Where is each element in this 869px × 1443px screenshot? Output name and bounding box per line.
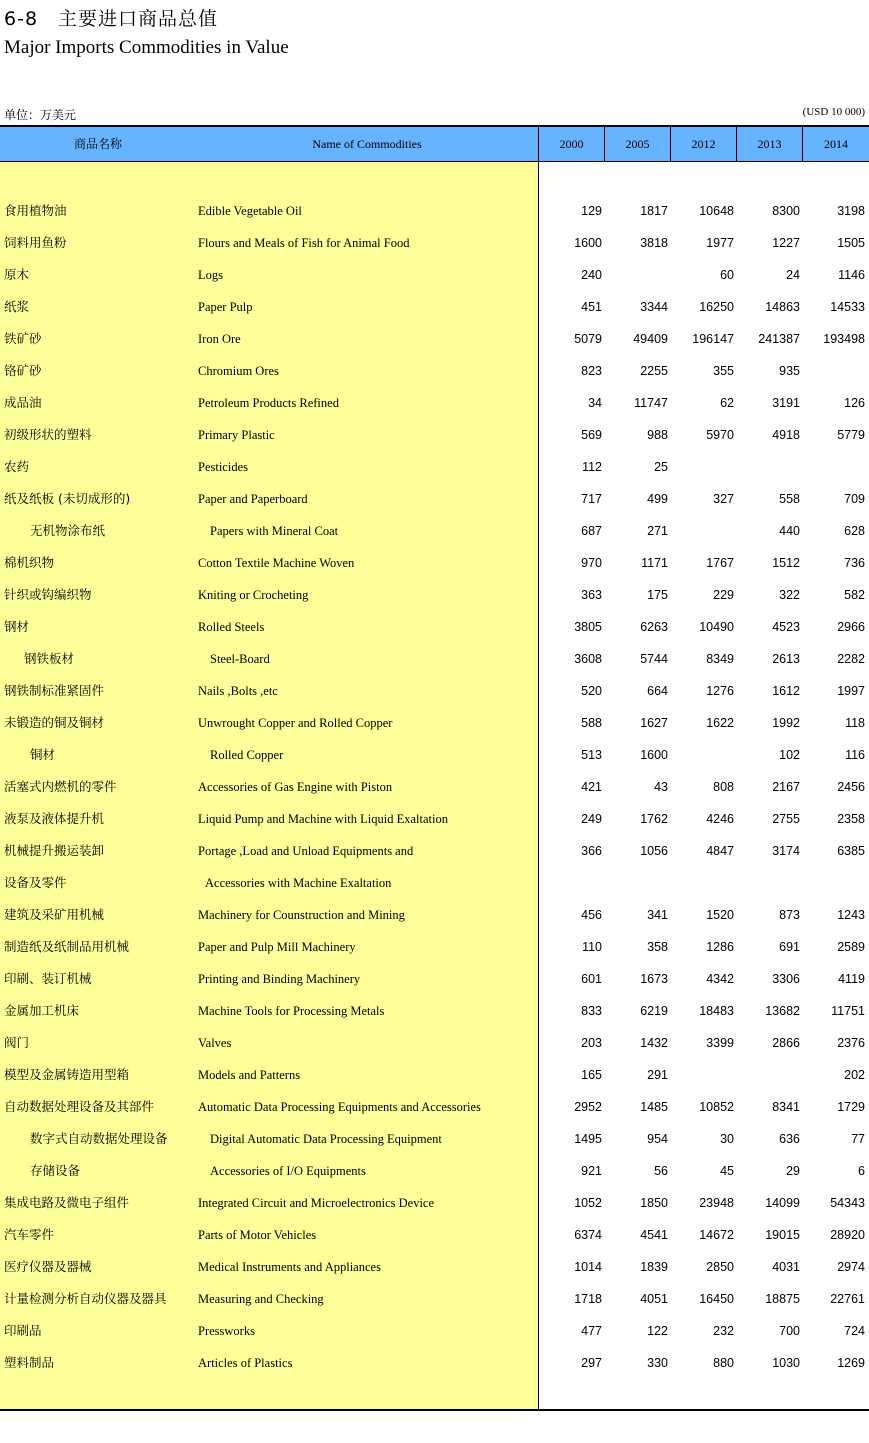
table-row	[0, 1186, 869, 1218]
commodity-name-cn: 农药	[4, 459, 30, 474]
value-2005: 358	[647, 940, 668, 954]
commodity-name-cn: 棉机织物	[4, 555, 55, 570]
table-row	[0, 194, 869, 226]
value-2000: 5079	[574, 332, 602, 346]
value-2014: 3198	[837, 204, 865, 218]
value-2012: 1977	[706, 236, 734, 250]
table-row	[0, 1090, 869, 1122]
table-row	[0, 1218, 869, 1250]
commodity-name-cn: 食用植物油	[4, 203, 67, 218]
value-2012: 1767	[706, 556, 734, 570]
value-2000: 1718	[574, 1292, 602, 1306]
value-2012: 1622	[706, 716, 734, 730]
value-2013: 13682	[765, 1004, 800, 1018]
value-2005: 330	[647, 1356, 668, 1370]
value-2000: 297	[581, 1356, 602, 1370]
value-2000: 203	[581, 1036, 602, 1050]
value-2000: 112	[582, 460, 602, 474]
value-2014: 628	[844, 524, 865, 538]
value-2013: 14099	[765, 1196, 800, 1210]
value-2005: 11747	[634, 396, 668, 410]
commodity-name-en: Rolled Steels	[198, 620, 265, 634]
value-2013: 558	[779, 492, 800, 506]
value-2013: 3191	[772, 396, 800, 410]
value-2014: 1997	[837, 684, 865, 698]
table-row	[0, 834, 869, 866]
value-2014: 126	[844, 396, 865, 410]
value-2013: 2866	[772, 1036, 800, 1050]
value-2000: 363	[581, 588, 602, 602]
table-row	[0, 706, 869, 738]
header-year-2013: 2013	[757, 137, 782, 151]
table-row	[0, 482, 869, 514]
commodity-name-en: Accessories of I/O Equipments	[210, 1164, 366, 1178]
value-2005: 6219	[640, 1004, 668, 1018]
value-2000: 366	[581, 844, 602, 858]
commodity-name-en: Iron Ore	[198, 332, 241, 346]
value-2013: 873	[779, 908, 800, 922]
commodity-name-en: Valves	[198, 1036, 232, 1050]
value-2005: 2255	[640, 364, 668, 378]
value-2012: 16450	[699, 1292, 734, 1306]
value-2013: 2755	[772, 812, 800, 826]
value-2012: 10648	[699, 204, 734, 218]
commodity-name-en: Accessories with Machine Exaltation	[205, 876, 392, 890]
value-2012: 880	[713, 1356, 734, 1370]
value-2000: 129	[581, 204, 602, 218]
table-row	[0, 770, 869, 802]
table-row	[0, 642, 869, 674]
table-row	[0, 226, 869, 258]
value-2005: 3818	[640, 236, 668, 250]
value-2013: 636	[779, 1132, 800, 1146]
commodity-name-en: Liquid Pump and Machine with Liquid Exaltation	[198, 812, 448, 826]
page-title-cn: 6-8 主要进口商品总值	[4, 8, 219, 30]
commodity-name-cn: 未锻造的铜及铜材	[4, 715, 105, 730]
unit-label-cn: 单位：万美元	[4, 108, 77, 122]
value-2000: 451	[581, 300, 602, 314]
table-row	[0, 354, 869, 386]
value-2012: 5970	[706, 428, 734, 442]
header-name-en: Name of Commodities	[312, 137, 422, 151]
commodity-name-cn: 铬矿砂	[4, 363, 42, 378]
value-2005: 1627	[640, 716, 668, 730]
value-2013: 2613	[772, 652, 800, 666]
header-year-2012: 2012	[691, 137, 716, 151]
commodity-name-en: Medical Instruments and Appliances	[198, 1260, 381, 1274]
value-2014: 6385	[837, 844, 865, 858]
value-2005: 291	[647, 1068, 668, 1082]
value-2005: 4051	[640, 1292, 668, 1306]
value-2005: 499	[647, 492, 668, 506]
value-2005: 1839	[640, 1260, 668, 1274]
value-2005: 56	[654, 1164, 668, 1178]
value-2000: 601	[581, 972, 602, 986]
table-row	[0, 610, 869, 642]
header-name-cn: 商品名称	[73, 137, 122, 151]
value-2014: 193498	[823, 332, 865, 346]
value-2012: 1276	[706, 684, 734, 698]
value-2005: 43	[654, 780, 668, 794]
table-row	[0, 802, 869, 834]
value-2000: 165	[581, 1068, 602, 1082]
value-2000: 717	[581, 492, 602, 506]
value-2014: 2966	[837, 620, 865, 634]
value-2013: 8300	[772, 204, 800, 218]
value-2014: 28920	[830, 1228, 865, 1242]
value-2014: 116	[845, 748, 865, 762]
commodity-name-en: Edible Vegetable Oil	[198, 204, 302, 218]
commodity-name-en: Integrated Circuit and Microelectronics Device	[198, 1196, 435, 1210]
table-row	[0, 962, 869, 994]
value-2000: 833	[581, 1004, 602, 1018]
commodity-name-en: Portage ,Load and Unload Equipments and	[198, 844, 414, 858]
value-2012: 355	[713, 364, 734, 378]
value-2005: 1817	[640, 204, 668, 218]
commodity-name-en: Pressworks	[198, 1324, 255, 1338]
value-2000: 110	[582, 940, 602, 954]
commodity-name-en: Parts of Motor Vehicles	[198, 1228, 317, 1242]
value-2014: 5779	[837, 428, 865, 442]
table-row	[0, 418, 869, 450]
commodity-name-cn: 计量检测分析自动仪器及器具	[4, 1291, 167, 1306]
value-2000: 520	[581, 684, 602, 698]
table-row	[0, 674, 869, 706]
value-2013: 24	[786, 268, 800, 282]
value-2000: 3805	[574, 620, 602, 634]
value-2000: 1600	[574, 236, 602, 250]
value-2012: 18483	[699, 1004, 734, 1018]
commodity-name-en: Logs	[198, 268, 223, 282]
value-2012: 62	[720, 396, 734, 410]
table-row	[0, 514, 869, 546]
value-2012: 10490	[699, 620, 734, 634]
commodity-name-en: Flours and Meals of Fish for Animal Food	[198, 236, 410, 250]
value-2000: 249	[581, 812, 602, 826]
value-2005: 25	[654, 460, 668, 474]
commodity-name-cn: 无机物涂布纸	[30, 523, 106, 538]
page-title-en: Major Imports Commodities in Value	[4, 37, 289, 58]
value-2013: 14863	[765, 300, 800, 314]
commodity-name-cn: 设备及零件	[4, 875, 67, 890]
table-row	[0, 386, 869, 418]
commodity-name-en: Petroleum Products Refined	[198, 396, 339, 410]
value-2013: 18875	[765, 1292, 800, 1306]
value-2012: 232	[713, 1324, 734, 1338]
value-2005: 175	[647, 588, 668, 602]
commodity-name-en: Paper and Paperboard	[198, 492, 308, 506]
value-2000: 921	[581, 1164, 602, 1178]
value-2014: 118	[845, 716, 865, 730]
value-2013: 8341	[772, 1100, 800, 1114]
table-row	[0, 866, 869, 898]
table-row	[0, 1154, 869, 1186]
value-2013: 102	[779, 748, 800, 762]
value-2014: 582	[844, 588, 865, 602]
value-2005: 5744	[640, 652, 668, 666]
value-2005: 271	[647, 524, 668, 538]
value-2000: 569	[581, 428, 602, 442]
commodity-name-cn: 印刷品	[4, 1323, 42, 1338]
unit-label-en: (USD 10 000)	[802, 106, 865, 118]
commodity-name-en: Articles of Plastics	[198, 1356, 293, 1370]
value-2012: 3399	[706, 1036, 734, 1050]
commodity-name-en: Cotton Textile Machine Woven	[198, 556, 355, 570]
value-2013: 935	[779, 364, 800, 378]
value-2012: 60	[720, 268, 734, 282]
commodity-name-cn: 存储设备	[30, 1163, 81, 1178]
value-2000: 456	[581, 908, 602, 922]
table-row	[0, 1314, 869, 1346]
value-2000: 1052	[574, 1196, 602, 1210]
table-header	[0, 127, 869, 162]
value-2000: 3608	[574, 652, 602, 666]
table-row	[0, 930, 869, 962]
value-2012: 327	[713, 492, 734, 506]
value-2000: 6374	[574, 1228, 602, 1242]
value-2013: 691	[779, 940, 800, 954]
commodity-name-cn: 医疗仪器及器械	[4, 1259, 92, 1274]
value-2012: 4246	[706, 812, 734, 826]
commodity-name-cn: 自动数据处理设备及其部件	[4, 1099, 155, 1114]
commodity-name-en: Primary Plastic	[198, 428, 275, 442]
commodity-name-cn: 塑料制品	[4, 1355, 55, 1370]
value-2014: 6	[858, 1164, 865, 1178]
value-2005: 1762	[640, 812, 668, 826]
value-2014: 11751	[831, 1004, 865, 1018]
commodity-name-en: Printing and Binding Machinery	[198, 972, 361, 986]
value-2000: 421	[581, 780, 602, 794]
commodity-name-cn: 制造纸及纸制品用机械	[4, 939, 130, 954]
table-row	[0, 1122, 869, 1154]
value-2014: 2974	[837, 1260, 865, 1274]
value-2013: 19015	[765, 1228, 800, 1242]
value-2013: 241387	[758, 332, 800, 346]
value-2012: 196147	[692, 332, 734, 346]
value-2000: 477	[581, 1324, 602, 1338]
commodity-name-cn: 汽车零件	[4, 1227, 55, 1242]
value-2013: 322	[779, 588, 800, 602]
header-year-2000: 2000	[559, 137, 584, 151]
value-2013: 3306	[772, 972, 800, 986]
table-row	[0, 450, 869, 482]
value-2014: 54343	[830, 1196, 865, 1210]
value-2005: 1850	[640, 1196, 668, 1210]
commodity-name-cn: 初级形状的塑料	[4, 427, 92, 442]
value-2000: 1495	[574, 1132, 602, 1146]
commodity-name-en: Pesticides	[198, 460, 248, 474]
value-2000: 34	[588, 396, 602, 410]
value-2005: 341	[647, 908, 668, 922]
value-2013: 1612	[772, 684, 800, 698]
commodity-name-en: Automatic Data Processing Equipments and Accessories	[198, 1100, 481, 1114]
value-2000: 240	[581, 268, 602, 282]
value-2014: 14533	[830, 300, 865, 314]
header-year-2005: 2005	[625, 137, 650, 151]
commodity-name-cn: 饲料用鱼粉	[4, 235, 67, 250]
value-2000: 513	[581, 748, 602, 762]
value-2014: 1269	[837, 1356, 865, 1370]
value-2014: 77	[851, 1132, 865, 1146]
value-2012: 229	[713, 588, 734, 602]
value-2005: 1432	[640, 1036, 668, 1050]
commodity-name-cn: 数字式自动数据处理设备	[30, 1131, 168, 1146]
value-2000: 823	[581, 364, 602, 378]
value-2014: 1729	[837, 1100, 865, 1114]
value-2005: 664	[647, 684, 668, 698]
commodity-name-cn: 纸浆	[4, 299, 30, 314]
value-2005: 3344	[640, 300, 668, 314]
table-row	[0, 1026, 869, 1058]
commodity-name-cn: 活塞式内燃机的零件	[4, 779, 117, 794]
commodity-name-en: Rolled Copper	[210, 748, 284, 762]
value-2014: 2376	[837, 1036, 865, 1050]
value-2000: 970	[581, 556, 602, 570]
commodity-name-cn: 模型及金属铸造用型箱	[4, 1067, 130, 1082]
table-row	[0, 290, 869, 322]
value-2013: 4918	[772, 428, 800, 442]
table-row	[0, 994, 869, 1026]
table-row	[0, 1282, 869, 1314]
commodity-name-en: Paper and Pulp Mill Machinery	[198, 940, 356, 954]
table-row	[0, 898, 869, 930]
header-year-2014: 2014	[824, 137, 848, 151]
table-row	[0, 578, 869, 610]
commodity-name-cn: 铜材	[30, 747, 56, 762]
value-2012: 8349	[706, 652, 734, 666]
commodity-name-en: Measuring and Checking	[198, 1292, 324, 1306]
value-2014: 4119	[838, 972, 865, 986]
value-2012: 2850	[706, 1260, 734, 1274]
value-2012: 808	[713, 780, 734, 794]
value-2014: 1243	[837, 908, 865, 922]
table-body	[0, 194, 869, 1378]
commodity-name-en: Models and Patterns	[198, 1068, 301, 1082]
value-2014: 724	[844, 1324, 865, 1338]
value-2014: 1146	[838, 268, 865, 282]
commodity-name-cn: 成品油	[4, 395, 42, 410]
value-2005: 1056	[640, 844, 668, 858]
commodity-name-cn: 钢铁制标准紧固件	[4, 683, 105, 698]
value-2013: 4523	[772, 620, 800, 634]
value-2012: 10852	[699, 1100, 734, 1114]
commodity-name-cn: 建筑及采矿用机械	[4, 907, 105, 922]
commodity-name-cn: 钢材	[4, 619, 30, 634]
value-2013: 700	[779, 1324, 800, 1338]
commodity-name-cn: 印刷、装订机械	[4, 971, 92, 986]
commodity-name-en: Machine Tools for Processing Metals	[198, 1004, 385, 1018]
commodity-name-cn: 钢铁板材	[24, 651, 75, 666]
value-2012: 30	[720, 1132, 734, 1146]
value-2014: 736	[844, 556, 865, 570]
value-2012: 4847	[706, 844, 734, 858]
value-2013: 1512	[772, 556, 800, 570]
value-2012: 23948	[699, 1196, 734, 1210]
value-2014: 2358	[837, 812, 865, 826]
value-2014: 2589	[837, 940, 865, 954]
value-2005: 1485	[640, 1100, 668, 1114]
table-row	[0, 258, 869, 290]
value-2013: 1227	[772, 236, 800, 250]
value-2000: 687	[581, 524, 602, 538]
value-2012: 14672	[699, 1228, 734, 1242]
value-2005: 1600	[640, 748, 668, 762]
value-2005: 1171	[641, 556, 668, 570]
value-2005: 122	[647, 1324, 668, 1338]
value-2013: 29	[786, 1164, 800, 1178]
value-2005: 49409	[633, 332, 668, 346]
value-2012: 16250	[699, 300, 734, 314]
value-2014: 1505	[837, 236, 865, 250]
value-2014: 202	[844, 1068, 865, 1082]
commodity-name-cn: 纸及纸板 (未切成形的)	[4, 491, 131, 506]
table-row	[0, 1346, 869, 1378]
value-2013: 1030	[772, 1356, 800, 1370]
value-2013: 2167	[772, 780, 800, 794]
commodity-name-cn: 铁矿砂	[4, 331, 42, 346]
value-2012: 1286	[706, 940, 734, 954]
commodity-name-cn: 机械提升搬运装卸	[4, 843, 105, 858]
table-bottom-rule	[0, 1409, 869, 1411]
value-2000: 1014	[574, 1260, 602, 1274]
table-row	[0, 738, 869, 770]
value-2014: 709	[844, 492, 865, 506]
table-row	[0, 322, 869, 354]
commodity-name-cn: 阀门	[4, 1035, 30, 1050]
commodity-name-cn: 针织或钩编织物	[4, 587, 92, 602]
value-2012: 4342	[706, 972, 734, 986]
value-2012: 1520	[706, 908, 734, 922]
value-2005: 4541	[640, 1228, 668, 1242]
commodity-name-en: Paper Pulp	[198, 300, 253, 314]
commodity-name-en: Chromium Ores	[198, 364, 279, 378]
value-2000: 2952	[574, 1100, 602, 1114]
value-2014: 22761	[830, 1292, 865, 1306]
commodity-name-en: Kniting or Crocheting	[198, 588, 309, 602]
value-2014: 2456	[837, 780, 865, 794]
value-2013: 1992	[772, 716, 800, 730]
commodity-name-en: Machinery for Counstruction and Mining	[198, 908, 405, 922]
value-2005: 988	[647, 428, 668, 442]
table-row	[0, 546, 869, 578]
table-row	[0, 1058, 869, 1090]
commodity-name-cn: 金属加工机床	[4, 1003, 80, 1018]
value-2014: 2282	[837, 652, 865, 666]
value-2000: 588	[581, 716, 602, 730]
commodity-name-cn: 液泵及液体提升机	[4, 811, 105, 826]
commodity-name-en: Steel-Board	[210, 652, 270, 666]
table-row	[0, 1250, 869, 1282]
value-2005: 1673	[640, 972, 668, 986]
value-2013: 3174	[772, 844, 800, 858]
value-2013: 440	[779, 524, 800, 538]
commodity-name-cn: 原木	[4, 267, 30, 282]
value-2013: 4031	[772, 1260, 800, 1274]
value-2012: 45	[720, 1164, 734, 1178]
commodity-name-en: Nails ,Bolts ,etc	[198, 684, 278, 698]
commodity-name-en: Accessories of Gas Engine with Piston	[198, 780, 393, 794]
value-2005: 954	[647, 1132, 668, 1146]
commodity-name-cn: 集成电路及微电子组件	[4, 1195, 130, 1210]
value-2005: 6263	[640, 620, 668, 634]
commodity-name-en: Digital Automatic Data Processing Equipment	[210, 1132, 442, 1146]
commodity-name-en: Unwrought Copper and Rolled Copper	[198, 716, 393, 730]
commodity-name-en: Papers with Mineral Coat	[210, 524, 339, 538]
